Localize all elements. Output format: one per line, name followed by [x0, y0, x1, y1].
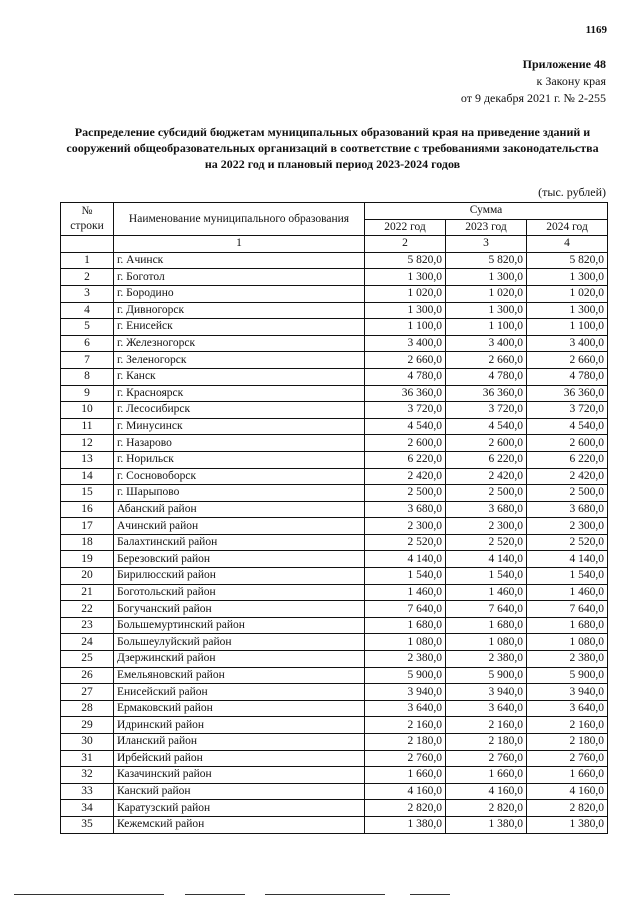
sum-2024-cell: 3 640,0: [527, 700, 608, 717]
sum-2024-cell: 1 080,0: [527, 634, 608, 651]
sum-2022-cell: 1 680,0: [365, 617, 446, 634]
sum-2024-cell: 1 020,0: [527, 285, 608, 302]
footer-divider: [14, 894, 164, 895]
municipality-name-cell: г. Шарыпово: [114, 485, 365, 502]
sum-2023-cell: 2 300,0: [446, 518, 527, 535]
table-row: [61, 634, 608, 651]
municipality-name-cell: г. Ачинск: [114, 252, 365, 269]
sum-2024-cell: 4 540,0: [527, 418, 608, 435]
municipality-name-cell: г. Дивногорск: [114, 302, 365, 319]
municipality-name-cell: Енисейский район: [114, 684, 365, 701]
table-row: [61, 651, 608, 668]
table-row: [61, 783, 608, 800]
column-index: 1: [114, 236, 365, 253]
sum-2023-cell: 4 540,0: [446, 418, 527, 435]
sum-2023-cell: 4 140,0: [446, 551, 527, 568]
sum-2024-cell: 1 540,0: [527, 568, 608, 585]
sum-2023-cell: 2 380,0: [446, 651, 527, 668]
sum-2022-cell: 36 360,0: [365, 385, 446, 402]
municipality-name-cell: Идринский район: [114, 717, 365, 734]
row-number-cell: 4: [61, 302, 114, 319]
row-number-cell: 6: [61, 335, 114, 352]
municipality-name-cell: Абанский район: [114, 501, 365, 518]
municipality-name-cell: г. Зеленогорск: [114, 352, 365, 369]
table-row: [61, 534, 608, 551]
municipality-name-cell: г. Сосновоборск: [114, 468, 365, 485]
municipality-name-cell: Березовский район: [114, 551, 365, 568]
table-row: [61, 418, 608, 435]
table-row: [61, 468, 608, 485]
sum-2024-cell: 2 820,0: [527, 800, 608, 817]
appendix-law-ref: к Закону края: [536, 74, 606, 88]
sum-2023-cell: 1 540,0: [446, 568, 527, 585]
sum-2022-cell: 2 180,0: [365, 734, 446, 751]
header-year-2023: 2023 год: [446, 219, 527, 236]
column-index: 3: [446, 236, 527, 253]
municipality-name-cell: Ачинский район: [114, 518, 365, 535]
sum-2024-cell: 2 420,0: [527, 468, 608, 485]
row-number-cell: 8: [61, 368, 114, 385]
sum-2022-cell: 1 080,0: [365, 634, 446, 651]
sum-2023-cell: 2 160,0: [446, 717, 527, 734]
table-row: [61, 252, 608, 269]
row-number-cell: 28: [61, 700, 114, 717]
appendix-title: Приложение 48: [522, 57, 606, 71]
sum-2023-cell: 6 220,0: [446, 451, 527, 468]
header-year-2024: 2024 год: [527, 219, 608, 236]
row-number-cell: 15: [61, 485, 114, 502]
sum-2024-cell: 2 380,0: [527, 651, 608, 668]
sum-2024-cell: 1 100,0: [527, 319, 608, 336]
sum-2024-cell: 2 760,0: [527, 750, 608, 767]
sum-2022-cell: 2 300,0: [365, 518, 446, 535]
sum-2024-cell: 1 680,0: [527, 617, 608, 634]
sum-2024-cell: 3 680,0: [527, 501, 608, 518]
sum-2023-cell: 4 160,0: [446, 783, 527, 800]
row-number-cell: 14: [61, 468, 114, 485]
sum-2022-cell: 1 100,0: [365, 319, 446, 336]
units-label: (тыс. рублей): [538, 185, 606, 199]
column-index-blank: [61, 236, 114, 253]
sum-2022-cell: 1 300,0: [365, 302, 446, 319]
page-number: 1169: [585, 24, 607, 36]
municipality-name-cell: г. Енисейск: [114, 319, 365, 336]
sum-2023-cell: 3 940,0: [446, 684, 527, 701]
row-number-cell: 11: [61, 418, 114, 435]
sum-2023-cell: 3 400,0: [446, 335, 527, 352]
sum-2022-cell: 2 600,0: [365, 435, 446, 452]
sum-2024-cell: 5 820,0: [527, 252, 608, 269]
municipality-name-cell: Емельяновский район: [114, 667, 365, 684]
row-number-cell: 16: [61, 501, 114, 518]
municipality-name-cell: Кежемский район: [114, 816, 365, 833]
row-number-cell: 9: [61, 385, 114, 402]
appendix-header: [461, 56, 606, 107]
row-number-cell: 35: [61, 816, 114, 833]
municipality-name-cell: Боготольский район: [114, 584, 365, 601]
sum-2023-cell: 1 460,0: [446, 584, 527, 601]
column-index: 2: [365, 236, 446, 253]
sum-2023-cell: 1 680,0: [446, 617, 527, 634]
sum-2024-cell: 1 300,0: [527, 302, 608, 319]
table-row: [61, 302, 608, 319]
sum-2023-cell: 2 760,0: [446, 750, 527, 767]
sum-2023-cell: 2 420,0: [446, 468, 527, 485]
municipality-name-cell: Дзержинский район: [114, 651, 365, 668]
sum-2023-cell: 2 660,0: [446, 352, 527, 369]
sum-2022-cell: 1 540,0: [365, 568, 446, 585]
table-row: [61, 451, 608, 468]
sum-2022-cell: 4 140,0: [365, 551, 446, 568]
municipality-name-cell: Богучанский район: [114, 601, 365, 618]
sum-2022-cell: 1 460,0: [365, 584, 446, 601]
sum-2022-cell: 5 820,0: [365, 252, 446, 269]
municipality-name-cell: Бирилюсский район: [114, 568, 365, 585]
footer-divider: [265, 894, 385, 895]
table-row: [61, 518, 608, 535]
header-year-2022: 2022 год: [365, 219, 446, 236]
sum-2023-cell: 3 720,0: [446, 402, 527, 419]
row-number-cell: 1: [61, 252, 114, 269]
sum-2023-cell: 2 520,0: [446, 534, 527, 551]
table-row: [61, 435, 608, 452]
sum-2024-cell: 5 900,0: [527, 667, 608, 684]
sum-2022-cell: 6 220,0: [365, 451, 446, 468]
sum-2023-cell: 3 680,0: [446, 501, 527, 518]
sum-2022-cell: 3 720,0: [365, 402, 446, 419]
sum-2024-cell: 36 360,0: [527, 385, 608, 402]
footer-divider: [185, 894, 245, 895]
sum-2024-cell: 2 520,0: [527, 534, 608, 551]
header-municipality-name: Наименование муниципального образования: [114, 203, 365, 236]
sum-2023-cell: 2 600,0: [446, 435, 527, 452]
sum-2023-cell: 5 900,0: [446, 667, 527, 684]
sum-2023-cell: 1 300,0: [446, 269, 527, 286]
municipality-name-cell: г. Железногорск: [114, 335, 365, 352]
header-row-number: № строки: [61, 203, 114, 236]
sum-2022-cell: 1 660,0: [365, 767, 446, 784]
sum-2022-cell: 1 020,0: [365, 285, 446, 302]
table-row: [61, 335, 608, 352]
row-number-cell: 21: [61, 584, 114, 601]
document-title: Распределение субсидий бюджетам муниципальных образований края на приведение зданий и сооружений общеобразовательных организаций в соответствие с требованиями законодательства на 2022 год и плановый период 2023-2024 годов: [66, 125, 599, 171]
table-row: [61, 684, 608, 701]
row-number-cell: 24: [61, 634, 114, 651]
sum-2022-cell: 2 420,0: [365, 468, 446, 485]
municipality-name-cell: г. Канск: [114, 368, 365, 385]
sum-2022-cell: 2 500,0: [365, 485, 446, 502]
sum-2022-cell: 2 160,0: [365, 717, 446, 734]
municipality-name-cell: Большемуртинский район: [114, 617, 365, 634]
sum-2024-cell: 2 300,0: [527, 518, 608, 535]
table-row: [61, 816, 608, 833]
table-row: [61, 319, 608, 336]
table-row: [61, 501, 608, 518]
municipality-name-cell: г. Норильск: [114, 451, 365, 468]
sum-2022-cell: 3 680,0: [365, 501, 446, 518]
table-row: [61, 269, 608, 286]
sum-2023-cell: 1 080,0: [446, 634, 527, 651]
sum-2024-cell: 1 460,0: [527, 584, 608, 601]
sum-2024-cell: 6 220,0: [527, 451, 608, 468]
table-row: [61, 767, 608, 784]
municipality-name-cell: г. Назарово: [114, 435, 365, 452]
municipality-name-cell: г. Лесосибирск: [114, 402, 365, 419]
municipality-name-cell: Большеулуйский район: [114, 634, 365, 651]
sum-2023-cell: 2 500,0: [446, 485, 527, 502]
row-number-cell: 3: [61, 285, 114, 302]
sum-2022-cell: 2 660,0: [365, 352, 446, 369]
row-number-cell: 17: [61, 518, 114, 535]
sum-2023-cell: 3 640,0: [446, 700, 527, 717]
row-number-cell: 13: [61, 451, 114, 468]
row-number-cell: 22: [61, 601, 114, 618]
table-row: [61, 385, 608, 402]
sum-2022-cell: 2 820,0: [365, 800, 446, 817]
table-row: [61, 584, 608, 601]
row-number-cell: 7: [61, 352, 114, 369]
sum-2023-cell: 1 300,0: [446, 302, 527, 319]
column-index-row: [61, 236, 608, 253]
sum-2024-cell: 2 660,0: [527, 352, 608, 369]
table-row: [61, 750, 608, 767]
row-number-cell: 20: [61, 568, 114, 585]
row-number-cell: 12: [61, 435, 114, 452]
sum-2024-cell: 4 780,0: [527, 368, 608, 385]
sum-2022-cell: 3 940,0: [365, 684, 446, 701]
row-number-cell: 30: [61, 734, 114, 751]
municipality-name-cell: Иланский район: [114, 734, 365, 751]
sum-2023-cell: 5 820,0: [446, 252, 527, 269]
table-row: [61, 617, 608, 634]
sum-2022-cell: 3 400,0: [365, 335, 446, 352]
table-row: [61, 485, 608, 502]
sum-2023-cell: 1 020,0: [446, 285, 527, 302]
municipality-name-cell: г. Минусинск: [114, 418, 365, 435]
sum-2024-cell: 2 500,0: [527, 485, 608, 502]
sum-2022-cell: 2 380,0: [365, 651, 446, 668]
sum-2022-cell: 4 160,0: [365, 783, 446, 800]
sum-2024-cell: 2 160,0: [527, 717, 608, 734]
sum-2024-cell: 3 400,0: [527, 335, 608, 352]
sum-2023-cell: 2 180,0: [446, 734, 527, 751]
sum-2024-cell: 3 940,0: [527, 684, 608, 701]
table-row: [61, 601, 608, 618]
municipality-name-cell: Ермаковский район: [114, 700, 365, 717]
municipality-name-cell: г. Бородино: [114, 285, 365, 302]
row-number-cell: 27: [61, 684, 114, 701]
sum-2022-cell: 7 640,0: [365, 601, 446, 618]
municipality-name-cell: Каратузский район: [114, 800, 365, 817]
table-row: [61, 402, 608, 419]
municipality-name-cell: Ирбейский район: [114, 750, 365, 767]
municipality-name-cell: г. Боготол: [114, 269, 365, 286]
sum-2023-cell: 36 360,0: [446, 385, 527, 402]
sum-2024-cell: 2 180,0: [527, 734, 608, 751]
row-number-cell: 18: [61, 534, 114, 551]
table-row: [61, 352, 608, 369]
appendix-law-date: от 9 декабря 2021 г. № 2-255: [460, 91, 606, 105]
sum-2023-cell: 7 640,0: [446, 601, 527, 618]
municipality-name-cell: Казачинский район: [114, 767, 365, 784]
sum-2022-cell: 1 300,0: [365, 269, 446, 286]
row-number-cell: 25: [61, 651, 114, 668]
table-row: [61, 568, 608, 585]
sum-2022-cell: 3 640,0: [365, 700, 446, 717]
table-row: [61, 800, 608, 817]
table-body: [61, 252, 608, 833]
row-number-cell: 31: [61, 750, 114, 767]
table-row: [61, 368, 608, 385]
sum-2023-cell: 4 780,0: [446, 368, 527, 385]
sum-2023-cell: 2 820,0: [446, 800, 527, 817]
municipality-name-cell: г. Красноярск: [114, 385, 365, 402]
sum-2024-cell: 1 660,0: [527, 767, 608, 784]
sum-2023-cell: 1 100,0: [446, 319, 527, 336]
sum-2024-cell: 3 720,0: [527, 402, 608, 419]
table-row: [61, 551, 608, 568]
table-row: [61, 717, 608, 734]
row-number-cell: 5: [61, 319, 114, 336]
header-sum: Сумма: [365, 203, 608, 220]
table-row: [61, 734, 608, 751]
sum-2024-cell: 4 160,0: [527, 783, 608, 800]
row-number-cell: 32: [61, 767, 114, 784]
row-number-cell: 10: [61, 402, 114, 419]
footer-divider: [410, 894, 450, 895]
row-number-cell: 19: [61, 551, 114, 568]
table-row: [61, 285, 608, 302]
sum-2024-cell: 1 380,0: [527, 816, 608, 833]
sum-2022-cell: 5 900,0: [365, 667, 446, 684]
table-row: [61, 700, 608, 717]
municipality-name-cell: Балахтинский район: [114, 534, 365, 551]
row-number-cell: 26: [61, 667, 114, 684]
sum-2022-cell: 1 380,0: [365, 816, 446, 833]
municipality-name-cell: Канский район: [114, 783, 365, 800]
sum-2023-cell: 1 380,0: [446, 816, 527, 833]
sum-2023-cell: 1 660,0: [446, 767, 527, 784]
sum-2024-cell: 4 140,0: [527, 551, 608, 568]
row-number-cell: 29: [61, 717, 114, 734]
sum-2024-cell: 7 640,0: [527, 601, 608, 618]
column-index: 4: [527, 236, 608, 253]
sum-2022-cell: 2 520,0: [365, 534, 446, 551]
sum-2022-cell: 2 760,0: [365, 750, 446, 767]
sum-2022-cell: 4 540,0: [365, 418, 446, 435]
row-number-cell: 2: [61, 269, 114, 286]
sum-2024-cell: 1 300,0: [527, 269, 608, 286]
row-number-cell: 33: [61, 783, 114, 800]
row-number-cell: 23: [61, 617, 114, 634]
sum-2024-cell: 2 600,0: [527, 435, 608, 452]
sum-2022-cell: 4 780,0: [365, 368, 446, 385]
row-number-cell: 34: [61, 800, 114, 817]
table-row: [61, 667, 608, 684]
subsidy-table: [60, 202, 608, 834]
